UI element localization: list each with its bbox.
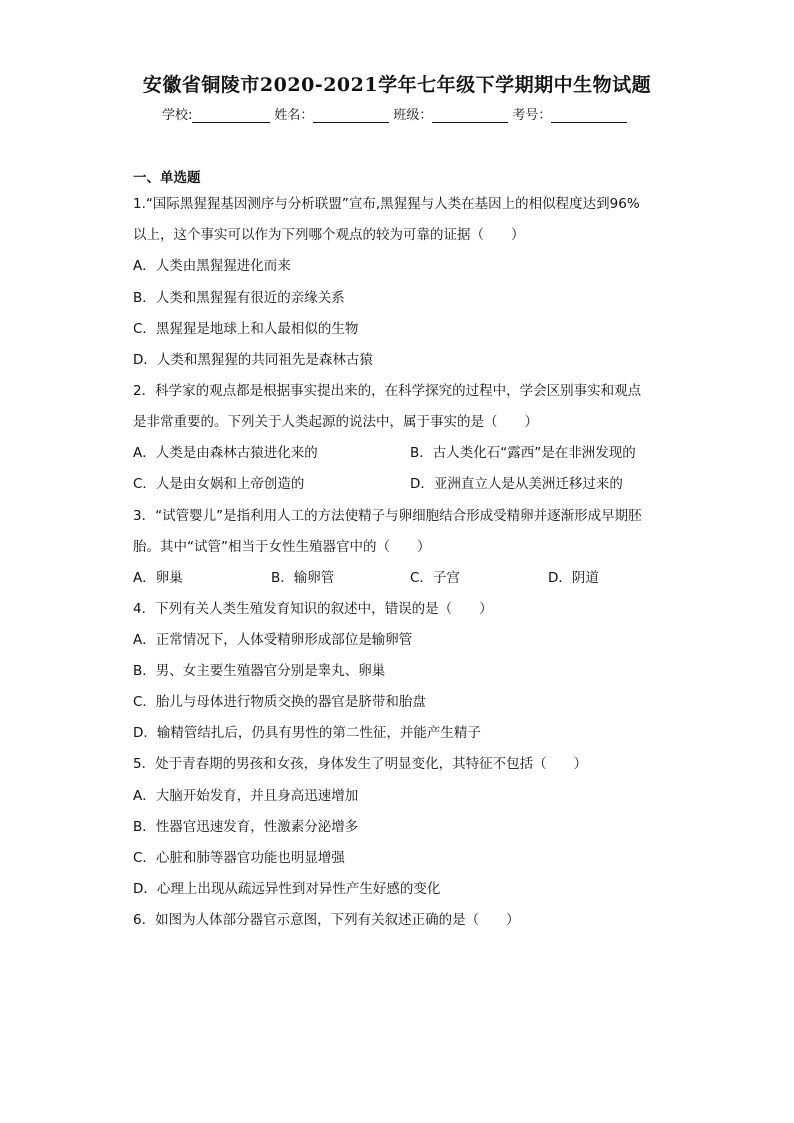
class-label: 班级： <box>393 108 433 123</box>
question-1-option-b: B．人类和黑猩猩有很近的亲缘关系 <box>133 290 345 306</box>
question-1-option-d: D．人类和黑猩猩的共同祖先是森林古猿 <box>133 352 373 368</box>
question-5-option-d: D．心理上出现从疏远异性到对异性产生好感的变化 <box>133 881 441 897</box>
question-3-line-1: 3．“试管婴儿”是指利用人工的方法使精子与卵细胞结合形成受精卵并逐渐形成早期胚 <box>133 508 642 524</box>
question-5-option-a: A．大脑开始发育，并且身高迅速增加 <box>133 788 359 804</box>
question-1-line-2: 以上，这个事实可以作为下列哪个观点的较为可靠的证据（ ） <box>133 227 525 243</box>
question-2-option-c: C．人是由女娲和上帝创造的 <box>133 476 305 492</box>
question-1-line-1: 1.“国际黑猩猩基因测序与分析联盟”宣布,黑猩猩与人类在基因上的相似程度达到96% <box>133 196 640 212</box>
name-blank <box>313 108 389 123</box>
number-blank <box>551 108 627 123</box>
question-3-option-d: D．阴道 <box>548 570 599 586</box>
question-5-option-c: C．心脏和肺等器官功能也明显增强 <box>133 850 345 866</box>
question-3-line-2: 胎。其中“试管”相当于女性生殖器官中的（ ） <box>133 539 431 555</box>
question-2-line-2: 是非常重要的。下列关于人类起源的说法中，属于事实的是（ ） <box>133 414 538 430</box>
question-3-option-a: A．卵巢 <box>133 570 183 586</box>
question-4-option-a: A．正常情况下，人体受精卵形成部位是输卵管 <box>133 632 413 648</box>
question-4-option-c: C．胎儿与母体进行物质交换的器官是脐带和胎盘 <box>133 694 426 710</box>
student-info-row <box>162 104 631 123</box>
school-label: 学校: <box>162 108 193 123</box>
question-6-line-1: 6．如图为人体部分器官示意图，下列有关叙述正确的是（ ） <box>133 912 520 928</box>
question-2-option-b: B．古人类化石“露西”是在非洲发现的 <box>410 445 636 461</box>
number-label: 考号： <box>512 108 552 123</box>
class-blank <box>432 108 508 123</box>
school-blank <box>192 108 270 123</box>
section-heading: 一、单选题 <box>133 170 201 186</box>
question-4-line-1: 4．下列有关人类生殖发育知识的叙述中，错误的是（ ） <box>133 601 493 617</box>
question-1-option-c: C．黑猩猩是地球上和人最相似的生物 <box>133 321 359 337</box>
page-title: 安徽省铜陵市2020-2021学年七年级下学期期中生物试题 <box>142 74 652 96</box>
question-3-option-b: B．输卵管 <box>271 570 335 586</box>
question-4-option-b: B．男、女主要生殖器官分别是睾丸、卵巢 <box>133 663 386 679</box>
question-2-option-a: A．人类是由森林古猿进化来的 <box>133 445 318 461</box>
question-2-line-1: 2．科学家的观点都是根据事实提出来的，在科学探究的过程中，学会区别事实和观点 <box>133 383 642 399</box>
question-4-option-d: D．输精管结扎后，仍具有男性的第二性征，并能产生精子 <box>133 725 481 741</box>
name-label: 姓名： <box>274 108 314 123</box>
question-3-option-c: C．子宫 <box>410 570 460 586</box>
question-1-option-a: A．人类由黑猩猩进化而来 <box>133 258 291 274</box>
question-5-option-b: B．性器官迅速发育，性激素分泌增多 <box>133 819 359 835</box>
question-2-option-d: D．亚洲直立人是从美洲迁移过来的 <box>410 476 623 492</box>
question-5-line-1: 5．处于青春期的男孩和女孩，身体发生了明显变化，其特征不包括（ ） <box>133 756 588 772</box>
